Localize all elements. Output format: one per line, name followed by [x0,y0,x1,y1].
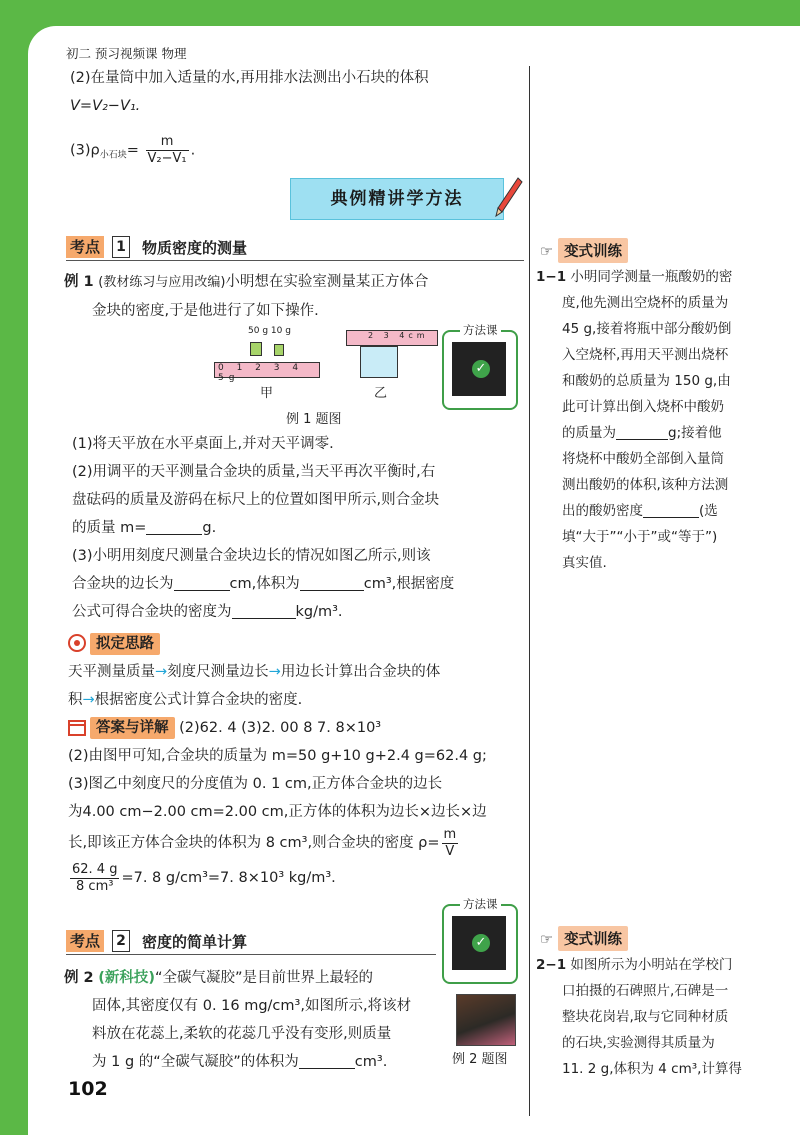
side1-l10-prefix: 出的酸奶密度 [562,503,643,519]
side1-line-12: 真实值. [562,555,607,571]
rho-subscript: 小石块 [99,150,127,161]
answer-blank-volume[interactable] [300,574,364,591]
fraction-denominator: V₂−V₁ [147,151,187,166]
answer-line-5 [68,860,530,896]
answer-blank-comparison[interactable] [643,501,699,518]
qr-code-method-class-1[interactable] [442,323,518,410]
side1-line-6: 此可计算出倒入烧杯中酸奶 [562,399,724,415]
rho-symbol: (3)ρ [70,142,100,159]
question-1: (1)将天平放在水平桌面上,并对天平调零. [72,436,334,452]
figure-ruler-cube [346,330,438,401]
formula-end: . [190,142,196,159]
weight-50g [250,342,262,356]
q2-suffix: g. [202,520,217,536]
question-3-b [72,570,530,598]
ex2-suffix: cm³. [354,1054,388,1070]
thinking-step-1: 天平测量质量 [68,664,155,680]
answer-line-4-text: 长,即该正方体合金块的体积为 8 cm³,则合金块的密度 ρ= [68,835,440,851]
answer-blank-aerogel-volume[interactable] [299,1052,355,1069]
variant-training-1-text [536,264,776,576]
thinking-line-1 [68,658,530,686]
answer-blank-edge[interactable] [174,574,230,591]
step-2-text [70,64,530,120]
side2-number: 2−1 [536,957,567,973]
side1-text-1: 小明同学测量一瓶酸奶的密 [570,269,733,285]
thinking-step-3-end: 积 [68,692,83,708]
answer-section [68,714,530,896]
qr-label: 方法课 [460,322,501,338]
side1-l7-suffix: g;接着他 [668,425,722,441]
question-3-c [72,598,530,626]
pencil-icon [494,176,524,220]
weight-10g [274,344,284,356]
answer-blank-density[interactable] [232,602,296,619]
side1-line-4: 入空烧杯,再用天平测出烧杯 [562,347,729,363]
side1-l10-suffix: (选 [699,503,718,519]
side1-number: 1−1 [536,269,567,285]
thinking-tag: 拟定思路 [90,633,160,655]
figure-a-label: 甲 [260,386,274,401]
page-header: 初二 预习视频课 物理 [66,46,187,61]
pointing-hand-icon: ☞ [540,244,553,260]
arrow-icon: → [82,692,95,708]
example-1-stem [64,268,526,325]
example-2-label: 例 2 [64,970,94,986]
kaodian-1-rule [66,260,524,261]
kaodian-2-title: 密度的简单计算 [142,933,248,951]
side2-line-1 [536,952,776,978]
side2-text-1: 如图所示为小明站在学校门 [570,957,733,973]
alloy-cube [360,346,398,378]
side1-line-11: 填“大于”“小于”或“等于”) [562,529,718,545]
thinking-step-3: 用边长计算出合金块的体 [280,664,441,680]
equals-sign: = [126,142,139,159]
pointing-hand-icon: ☞ [540,932,553,948]
side1-line-8: 将烧杯中酸奶全部倒入量筒 [562,451,724,467]
ruler-ticks: 2 3 4cm [368,331,429,340]
example-1-line-1: 小明想在实验室测量某正方体合 [225,274,429,290]
q3c-suffix: kg/m³. [295,604,343,620]
variant-training-2-text [536,952,776,1082]
side2-line-4: 的石块,实验测得其质量为 [562,1035,715,1051]
q2-prefix: 的质量 m= [72,520,147,536]
textbook-page [28,26,800,1135]
answer-line-2: (3)图乙中刻度尺的分度值为 0. 1 cm,正方体合金块的边长 [68,776,443,792]
figure-b-label: 乙 [374,386,388,401]
density-calc-fraction [70,862,119,895]
q3-mid-2: cm³,根据密度 [363,576,455,592]
page-number: 102 [68,1078,108,1100]
qr-label: 方法课 [460,896,501,912]
variant-training-2-header [540,926,628,951]
side1-line-10 [536,498,776,524]
side1-line-7 [536,420,776,446]
kaodian-1-tag: 考点 [66,236,104,258]
check-icon: ✓ [472,934,490,952]
thinking-line-2 [68,686,530,714]
figure-balance-scale [214,326,324,401]
side1-line-2: 度,他先测出空烧杯的质量为 [562,295,729,311]
step-2-line-a: (2)在量筒中加入适量的水,再用排水法测出小石块的体积 [70,70,429,86]
scale-ticks: 0 1 2 3 4 5g [218,363,304,383]
example-2-line-2: 固体,其密度仅有 0. 16 mg/cm³,如图所示,将该材 [92,998,412,1014]
example-2-tag: (新科技) [98,970,156,986]
check-icon: ✓ [472,360,490,378]
side2-line-2: 口拍摄的石碑照片,石碑是一 [562,983,729,999]
q3c-prefix: 公式可得合金块的密度为 [72,604,232,620]
side2-line-5: 11. 2 g,体积为 4 cm³,计算得 [562,1061,742,1077]
kaodian-2-rule [66,954,436,955]
question-2-a: (2)用调平的天平测量合金块的质量,当天平再次平衡时,右 [72,464,436,480]
kaodian-2-number: 2 [112,930,130,952]
answer-blank-yogurt-mass[interactable] [616,423,668,440]
answer-blank-mass[interactable] [146,518,202,535]
kaodian-2-tag: 考点 [66,930,104,952]
variant-training-1-header [540,238,628,263]
answer-tag: 答案与详解 [90,717,175,739]
answer-result: =7. 8 g/cm³=7. 8×10³ kg/m³. [121,870,336,886]
side1-line-1 [536,264,776,290]
aerogel-flower-photo [456,994,516,1046]
example-2-line-3: 料放在花蕊上,柔软的花蕊几乎没有变形,则质量 [92,1026,392,1042]
calc-numerator: 62. 4 g [72,861,118,877]
q3-prefix: 合金块的边长为 [72,576,174,592]
calc-denominator: 8 cm³ [76,878,114,894]
step-2-line-b: V=V₂−V₁. [70,98,141,114]
side1-l7-prefix: 的质量为 [562,425,616,441]
variant-training-1-tag: 变式训练 [558,238,628,263]
weights-label: 50 g 10 g [248,326,291,336]
side2-line-3: 整块花岗岩,取与它同种材质 [562,1009,729,1025]
answer-line-4 [68,826,530,860]
thinking-step-4: 根据密度公式计算合金块的密度. [94,692,303,708]
example-1-label: 例 1 [64,274,94,290]
step-3-formula [70,134,530,170]
ex2-prefix: 为 1 g 的“全碳气凝胶”的体积为 [92,1054,299,1070]
mv-numerator: m [443,826,457,842]
thinking-section [68,630,530,714]
fraction-numerator: m [146,134,189,151]
variant-training-2-tag: 变式训练 [558,926,628,951]
example-1-source: (教材练习与应用改编) [98,275,226,290]
q3-mid-1: cm,体积为 [229,576,300,592]
side1-line-5: 和酸奶的总质量为 150 g,由 [562,373,731,389]
arrow-icon: → [155,664,168,680]
density-fraction-mv [442,827,459,860]
question-2-c [72,514,530,542]
example-1-line-2: 金块的密度,于是他进行了如下操作. [92,303,319,319]
mv-denominator: V [445,843,455,859]
thinking-step-2: 刻度尺测量边长 [167,664,269,680]
calendar-icon [68,718,86,736]
side1-line-9: 测出酸奶的体积,该种方法测 [562,477,729,493]
answer-line-1: (2)由图甲可知,合金块的质量为 m=50 g+10 g+2.4 g=62.4 g; [68,748,487,764]
answer-line-3: 为4.00 cm−2.00 cm=2.00 cm,正方体的体积为边长×边长×边 [68,804,487,820]
question-2-b: 盘砝码的质量及游码在标尺上的位置如图甲所示,则合金块 [72,492,440,508]
question-3-a: (3)小明用刻度尺测量合金块边长的情况如图乙所示,则该 [72,548,431,564]
figure-2-caption: 例 2 题图 [452,1052,508,1067]
density-fraction [146,134,189,167]
kaodian-1-title: 物质密度的测量 [142,239,248,257]
side1-line-3: 45 g,接着将瓶中部分酸奶倒 [562,321,732,337]
figure-1-caption: 例 1 题图 [286,412,342,427]
arrow-icon: → [268,664,281,680]
kaodian-1-number: 1 [112,236,130,258]
target-icon [68,634,86,652]
section-banner: 典例精讲学方法 [290,178,504,220]
example-1-questions [72,430,530,626]
example-2-line-1: “全碳气凝胶”是目前世界上最轻的 [155,970,374,986]
answer-brief: (2)62. 4 (3)2. 00 8 7. 8×10³ [179,720,382,736]
